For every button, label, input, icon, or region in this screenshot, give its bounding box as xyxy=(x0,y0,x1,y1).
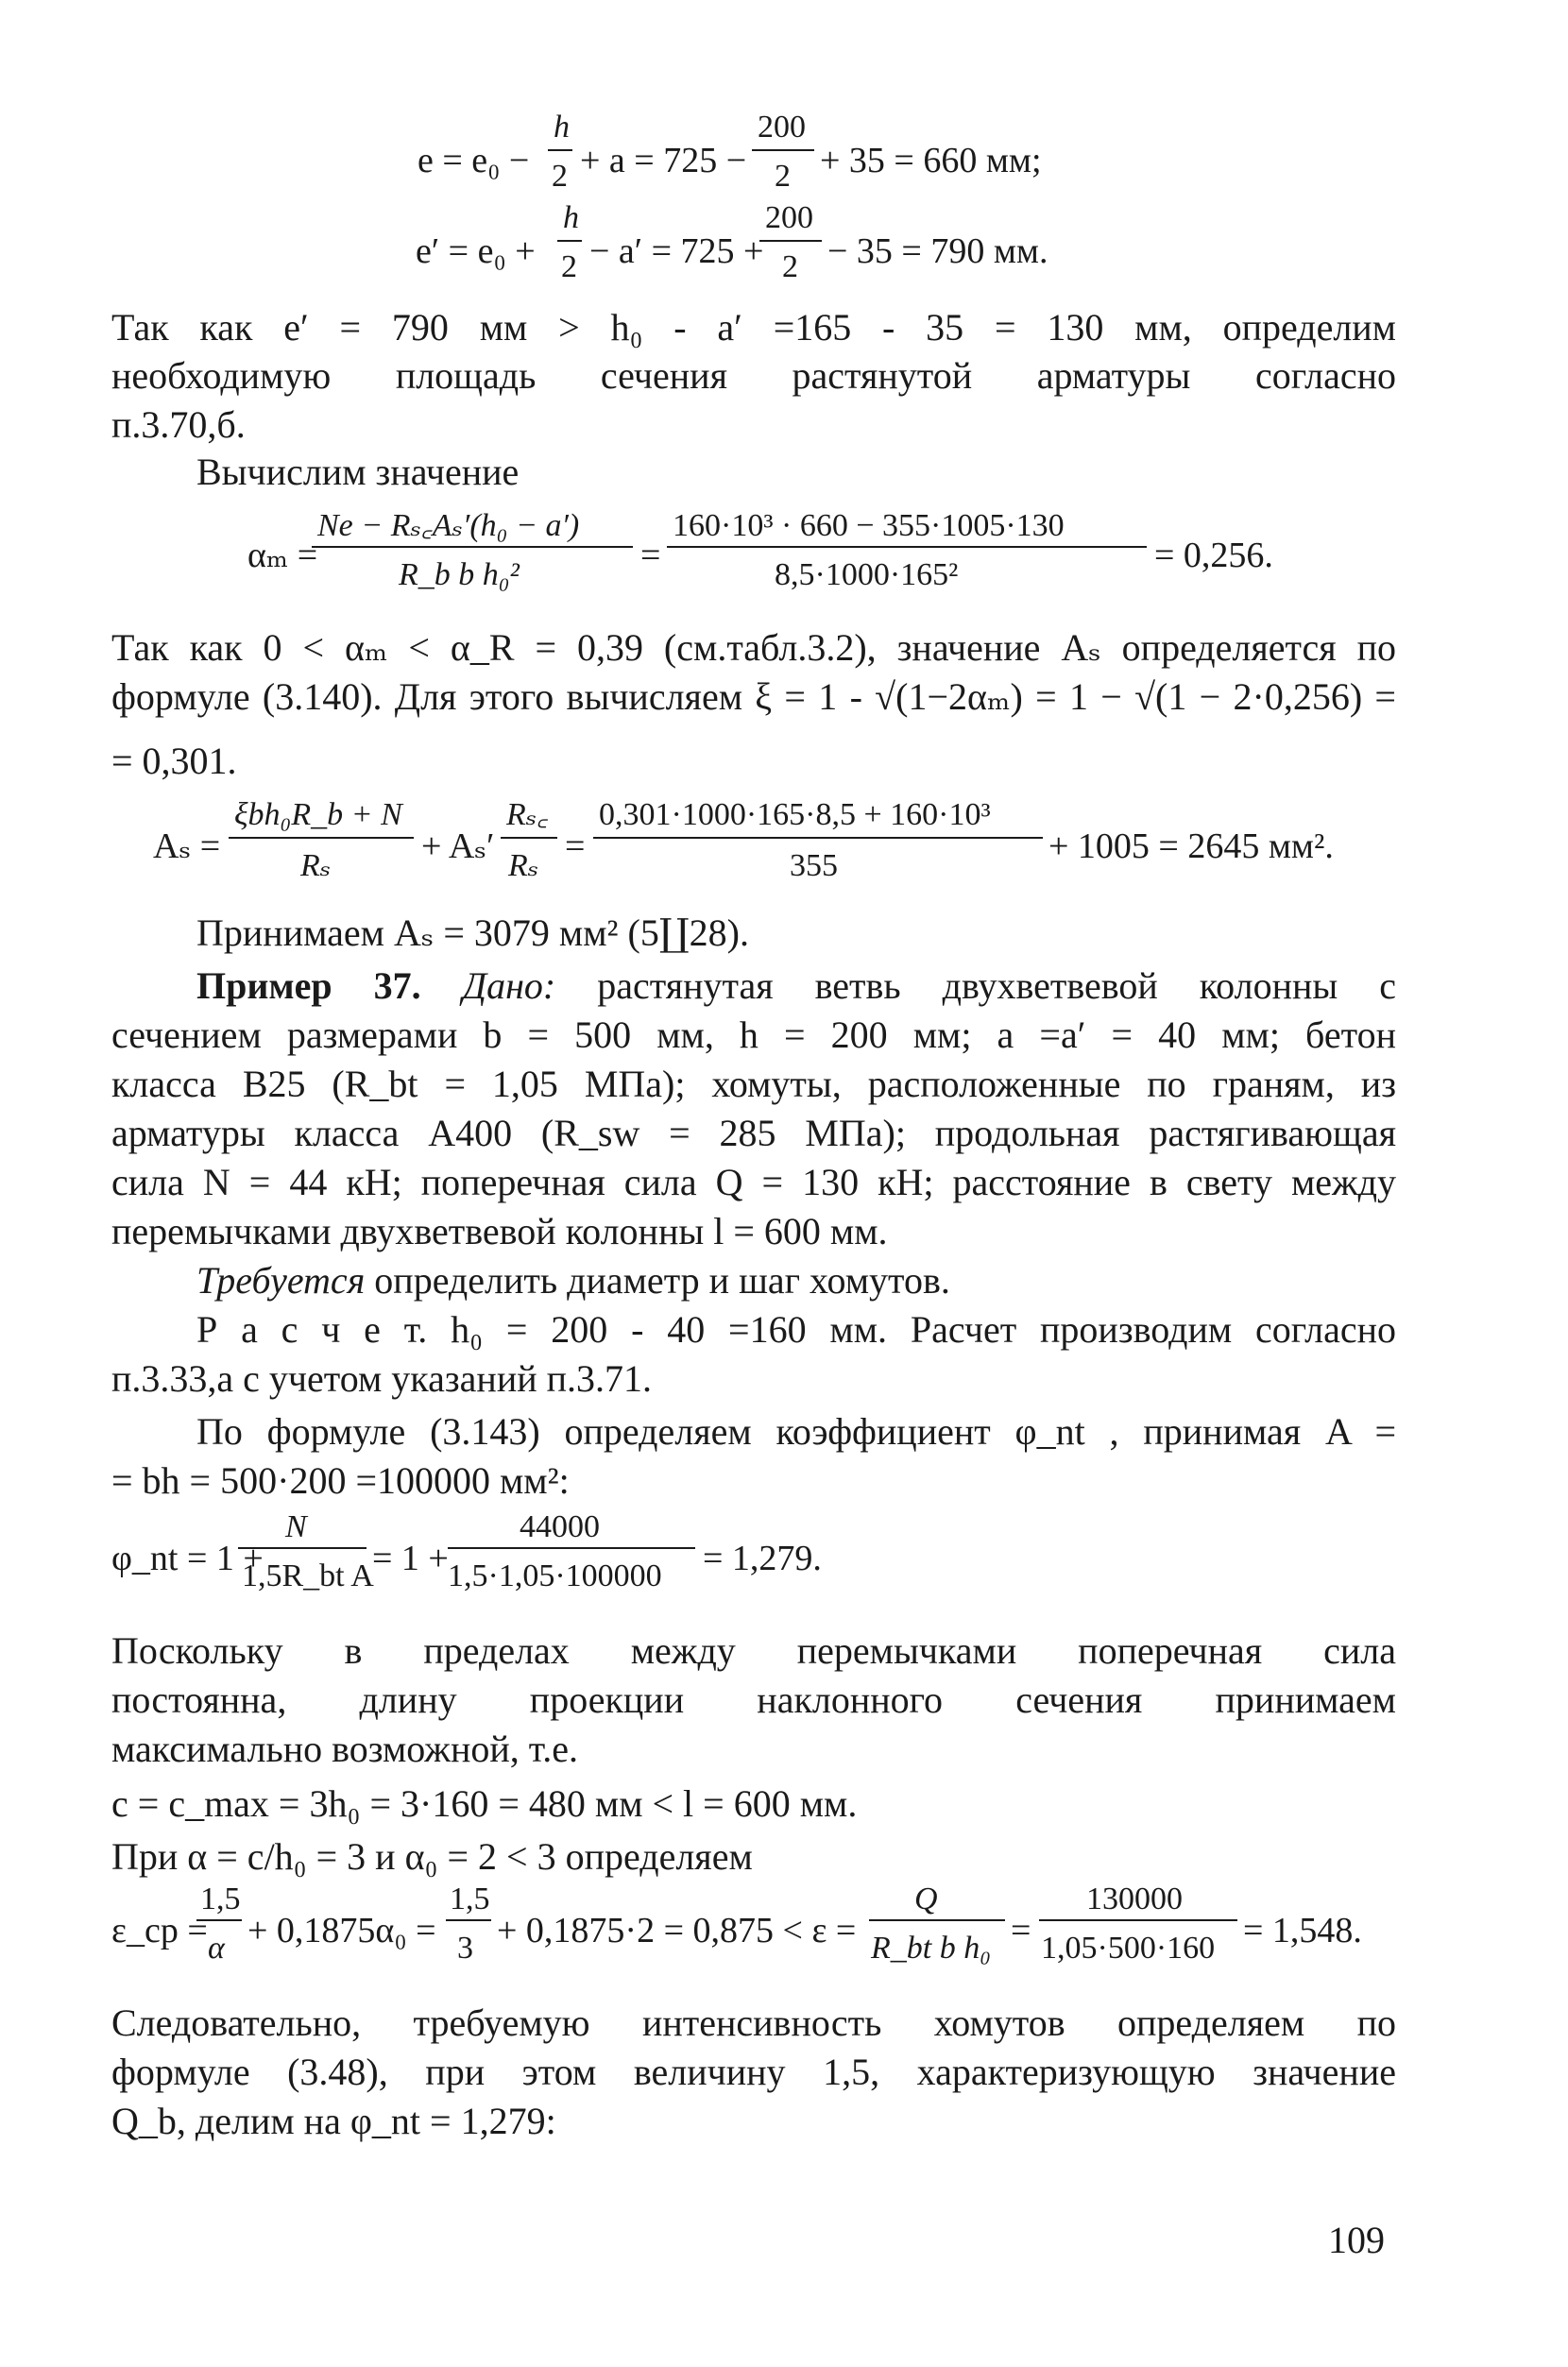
paragraph-line: формуле (3.140). Для этого вычисляем ξ = 1 - √(1−2αₘ) = 1 − √(1 − 2·0,256) = xyxy=(111,675,1396,718)
paragraph-line: Принимаем Aₛ = 3079 мм² (5∐28). xyxy=(196,911,749,954)
formula-text: + 1005 = 2645 мм². xyxy=(1048,826,1334,866)
fraction-denominator: α xyxy=(208,1931,225,1966)
fraction-bar xyxy=(752,149,814,151)
fraction-denominator: 355 xyxy=(790,848,838,883)
formula-text: + 0,1875·2 = 0,875 < ε = xyxy=(497,1911,857,1950)
paragraph-line: Поскольку в пределах между перемычками поперечная сила xyxy=(111,1629,1396,1672)
paragraph-line: необходимую площадь сечения растянутой арматуры согласно xyxy=(111,354,1396,397)
paragraph-line: c = c_max = 3h₀ = 3·160 = 480 мм < l = 600 мм. xyxy=(111,1782,858,1825)
paragraph-line: максимально возможной, т.е. xyxy=(111,1728,578,1770)
fraction-bar xyxy=(448,1547,695,1549)
paragraph-line: постоянна, длину проекции наклонного сечения принимаем xyxy=(111,1678,1396,1721)
paragraph-line: п.3.70,б. xyxy=(111,403,246,446)
paragraph-line: При α = c/h₀ = 3 и α₀ = 2 < 3 определяем xyxy=(111,1835,753,1878)
paragraph-line: сечением размерами b = 500 мм, h = 200 мм; a =a′ = 40 мм; бетон xyxy=(111,1013,1396,1056)
formula-text: ε_ср = xyxy=(111,1911,208,1950)
given-label: Дано: xyxy=(462,964,556,1007)
fraction-denominator: R_b b h₀² xyxy=(399,557,520,592)
formula-text: = xyxy=(565,826,586,866)
formula-text: = xyxy=(640,536,661,575)
page-number: 109 xyxy=(1328,2219,1385,2261)
fraction-denominator: 2 xyxy=(775,159,791,194)
paragraph-line xyxy=(196,1260,950,1302)
fraction-numerator: h xyxy=(563,200,579,235)
paragraph-line: сила N = 44 кН; поперечная сила Q = 130 кН; расстояние в свету между xyxy=(111,1161,1396,1203)
fraction-numerator: ξbh₀R_b + N xyxy=(234,797,402,832)
fraction-denominator: Rₛ xyxy=(508,848,539,883)
fraction-numerator: 160·10³ · 660 − 355·1005·130 xyxy=(673,508,1065,543)
fraction-denominator: 2 xyxy=(561,249,577,284)
fraction-denominator: R_bt b h₀ xyxy=(871,1931,992,1966)
formula-text: + a = 725 − xyxy=(580,141,747,180)
fraction-numerator: 200 xyxy=(765,200,813,235)
paragraph-line: Вычислим значение xyxy=(196,451,520,493)
paragraph-line: Q_b, делим на φ_nt = 1,279: xyxy=(111,2100,556,2142)
fraction-denominator: 8,5·1000·165² xyxy=(775,557,959,592)
paragraph-line: Так как e′ = 790 мм > h₀ - a′ =165 - 35 = 130 мм, определим xyxy=(111,306,1396,349)
formula-text: = 1 + xyxy=(372,1539,449,1578)
paragraph-line: класса B25 (R_bt = 1,05 МПа); хомуты, расположенные по граням, из xyxy=(111,1063,1396,1105)
required-label: Требуется xyxy=(196,1259,366,1302)
required-text: определить диаметр и шаг хомутов. xyxy=(374,1259,950,1302)
fraction-bar xyxy=(548,149,572,151)
fraction-bar xyxy=(1039,1919,1237,1921)
paragraph-line: п.3.33,а с учетом указаний п.3.71. xyxy=(111,1357,653,1400)
fraction-denominator: 1,5R_bt A xyxy=(242,1558,374,1593)
fraction-numerator: 44000 xyxy=(520,1509,600,1544)
fraction-bar xyxy=(312,546,633,548)
paragraph-line: По формуле (3.143) определяем коэффициент φ_nt , принимая A = xyxy=(196,1410,1396,1453)
fraction-bar xyxy=(446,1919,491,1921)
given-text: растянутая ветвь двухветвевой колонны с xyxy=(597,964,1397,1007)
formula-text: e = e₀ − xyxy=(418,141,530,180)
formula-text: = 1,548. xyxy=(1243,1911,1362,1950)
fraction-numerator: h xyxy=(554,110,570,145)
fraction-numerator: 130000 xyxy=(1086,1882,1183,1916)
fraction-numerator: Rₛ꜀ xyxy=(506,797,548,832)
calc-label: Р а с ч е т. xyxy=(196,1308,428,1351)
paragraph-line xyxy=(196,965,1396,1007)
fraction-denominator: 1,05·500·160 xyxy=(1041,1931,1216,1966)
fraction-bar xyxy=(667,546,1147,548)
fraction-bar xyxy=(759,240,822,242)
paragraph-line: Следовательно, требуемую интенсивность хомутов определяем по xyxy=(111,2001,1396,2044)
formula-text: − a′ = 725 + xyxy=(589,231,764,271)
fraction-numerator: 200 xyxy=(758,110,806,145)
fraction-bar xyxy=(501,837,557,839)
formula-text: = xyxy=(1011,1911,1031,1950)
fraction-numerator: 1,5 xyxy=(200,1882,241,1916)
paragraph-line xyxy=(196,1309,1396,1351)
fraction-bar xyxy=(238,1547,366,1549)
fraction-numerator: 0,301·1000·165·8,5 + 160·10³ xyxy=(599,797,991,832)
example-heading: Пример 37. xyxy=(196,964,421,1007)
paragraph-line: перемычками двухветвевой колонны l = 600 мм. xyxy=(111,1210,888,1252)
formula-text: φ_nt = 1 + xyxy=(111,1539,264,1578)
paragraph-line: формуле (3.48), при этом величину 1,5, характеризующую значение xyxy=(111,2051,1396,2093)
fraction-bar xyxy=(593,837,1043,839)
formula-text: Aₛ = xyxy=(153,826,221,866)
formula-text: + 0,1875α₀ = xyxy=(247,1911,436,1950)
formula-text: = 1,279. xyxy=(703,1539,822,1578)
formula-text: + Aₛ′ xyxy=(421,826,495,866)
fraction-denominator: 2 xyxy=(552,159,568,194)
fraction-denominator: 3 xyxy=(457,1931,473,1966)
formula-text: − 35 = 790 мм. xyxy=(827,231,1048,271)
formula-text: = 0,256. xyxy=(1154,536,1273,575)
fraction-numerator: N xyxy=(285,1509,307,1544)
fraction-bar xyxy=(557,240,582,242)
fraction-bar xyxy=(196,1919,242,1921)
paragraph-line: = bh = 500·200 =100000 мм²: xyxy=(111,1459,570,1502)
fraction-numerator: Ne − Rₛ꜀Aₛ′(h₀ − a′) xyxy=(317,508,580,543)
fraction-bar xyxy=(869,1919,1005,1921)
paragraph-line: арматуры класса A400 (R_sw = 285 МПа); продольная растягивающая xyxy=(111,1112,1396,1154)
paragraph-line: Так как 0 < αₘ < α_R = 0,39 (см.табл.3.2), значение Aₛ определяется по xyxy=(111,626,1396,669)
formula-text: + 35 = 660 мм; xyxy=(820,141,1042,180)
calc-text: h₀ = 200 - 40 =160 мм. Расчет производим согласно xyxy=(451,1308,1396,1351)
formula-text: αₘ = xyxy=(247,536,318,575)
paragraph-line: = 0,301. xyxy=(111,740,237,782)
fraction-denominator: 2 xyxy=(782,249,798,284)
fraction-numerator: 1,5 xyxy=(450,1882,490,1916)
fraction-denominator: 1,5·1,05·100000 xyxy=(448,1558,662,1593)
fraction-numerator: Q xyxy=(914,1882,938,1916)
formula-text: e′ = e₀ + xyxy=(416,231,536,271)
fraction-bar xyxy=(229,837,414,839)
fraction-denominator: Rₛ xyxy=(300,848,332,883)
